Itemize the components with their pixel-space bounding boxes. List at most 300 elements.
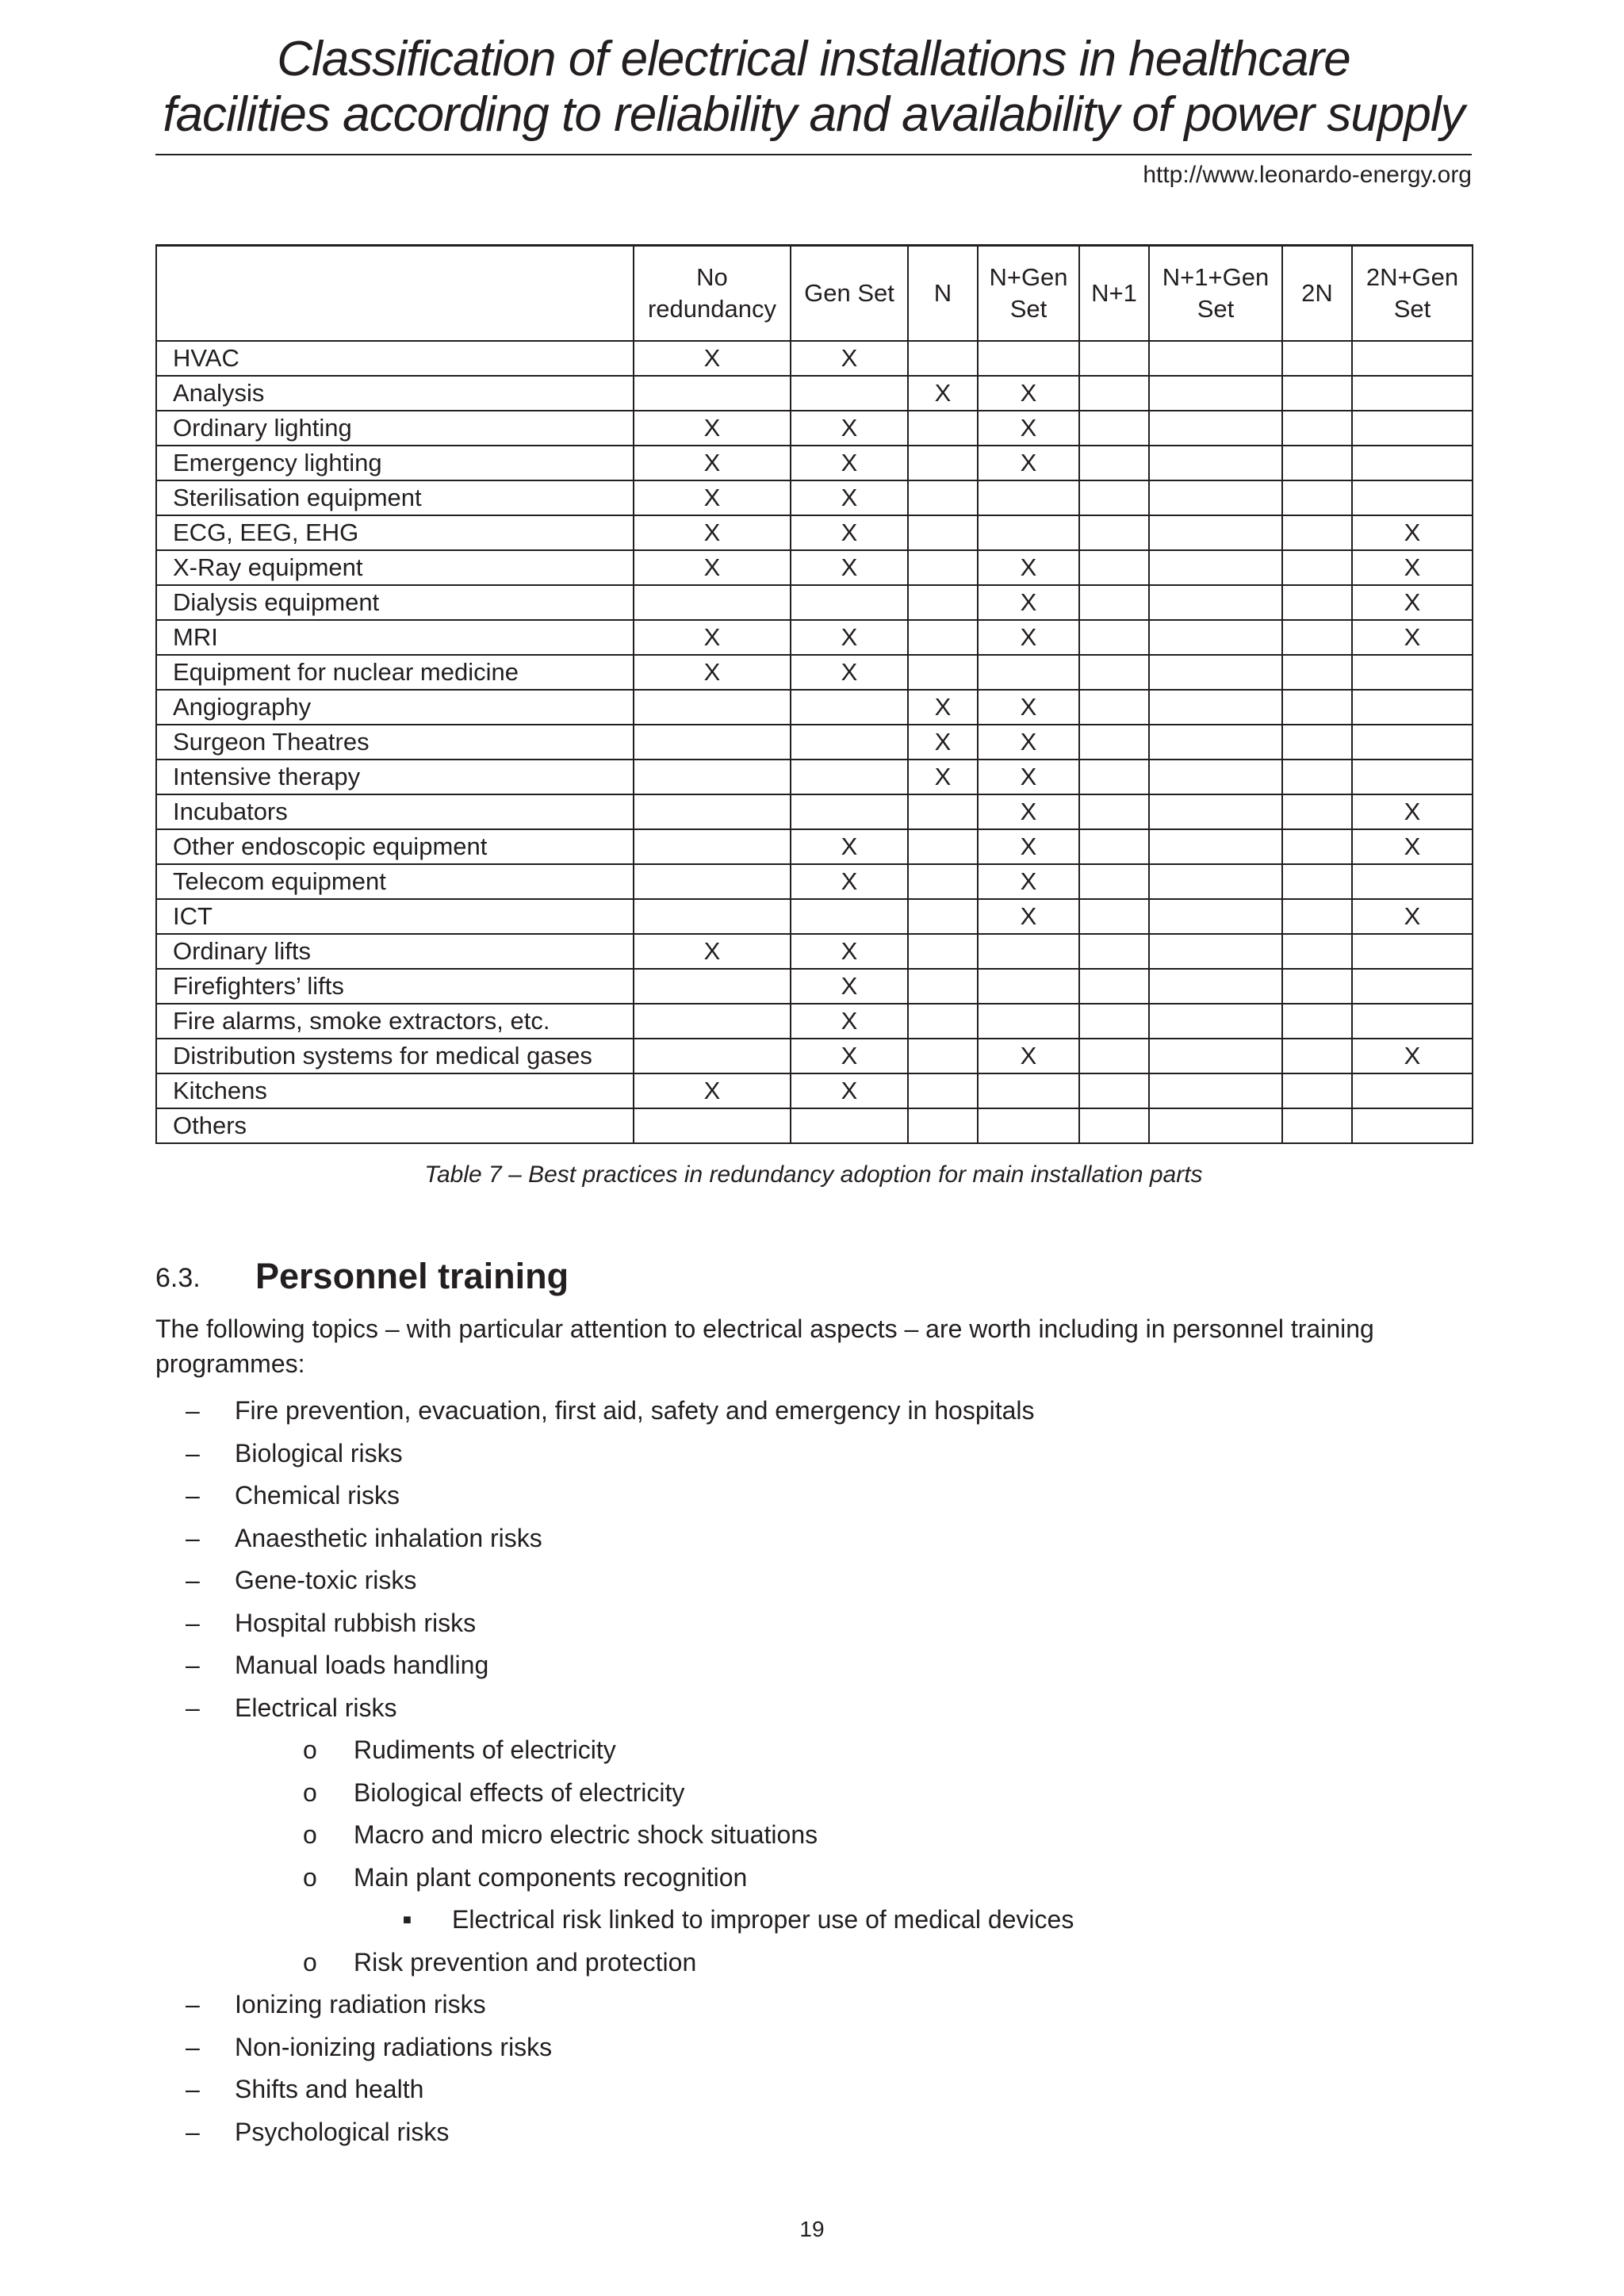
table-cell xyxy=(1079,899,1149,934)
table-cell xyxy=(978,1108,1079,1143)
table-cell: X xyxy=(791,620,908,655)
table-row-label: Incubators xyxy=(156,794,634,829)
table-col-header: No redundancy xyxy=(634,246,791,342)
table-cell xyxy=(791,690,908,725)
table-cell xyxy=(978,934,1079,969)
table-cell: X xyxy=(978,620,1079,655)
section-number: 6.3. xyxy=(155,1263,201,1293)
list-item-text: Psychological risks xyxy=(235,2117,450,2146)
table-cell xyxy=(634,829,791,864)
table-cell xyxy=(791,376,908,411)
table-cell: X xyxy=(978,864,1079,899)
list-item-text: Gene-toxic risks xyxy=(235,1566,417,1594)
redundancy-table xyxy=(155,244,1473,1144)
list-item-text: Chemical risks xyxy=(235,1481,400,1510)
table-cell xyxy=(1079,376,1149,411)
page-number: 19 xyxy=(799,2217,825,2241)
table-row-label: Fire alarms, smoke extractors, etc. xyxy=(156,1004,634,1039)
table-row xyxy=(156,585,1473,620)
table-cell xyxy=(1079,1039,1149,1073)
table-cell xyxy=(634,1004,791,1039)
section-intro: The following topics – with particular attention to electrical aspects – are worth including in personnel training programmes: xyxy=(155,1314,1374,1378)
list-item xyxy=(0,1857,1624,1900)
table-cell xyxy=(1282,1073,1352,1108)
table-row xyxy=(156,411,1473,446)
table-cell xyxy=(978,1073,1079,1108)
table-cell xyxy=(908,1039,978,1073)
table-cell xyxy=(634,1108,791,1143)
table-row xyxy=(156,690,1473,725)
table-row-label: Ordinary lighting xyxy=(156,411,634,446)
table-cell: X xyxy=(908,376,978,411)
table-cell xyxy=(1079,934,1149,969)
table-cell xyxy=(634,794,791,829)
table-cell xyxy=(1079,515,1149,550)
table-cell xyxy=(1282,550,1352,585)
page-title-line-1: Classification of electrical installations in healthcare xyxy=(277,32,1350,86)
table-row xyxy=(156,376,1473,411)
list-item xyxy=(0,1390,1624,1433)
table-cell xyxy=(1149,1108,1282,1143)
table-row-label: Sterilisation equipment xyxy=(156,480,634,515)
table-row xyxy=(156,1073,1473,1108)
table-cell: X xyxy=(791,341,908,376)
table-cell: X xyxy=(634,620,791,655)
table-cell xyxy=(634,864,791,899)
table-cell: X xyxy=(791,446,908,480)
list-bullet: – xyxy=(186,1481,200,1510)
list-item-text: Biological risks xyxy=(235,1438,403,1468)
table-cell xyxy=(1352,934,1473,969)
table-col-header: 2N xyxy=(1282,246,1352,342)
table-cell: X xyxy=(1352,1039,1473,1073)
table-row xyxy=(156,550,1473,585)
table-cell xyxy=(1079,864,1149,899)
table-cell: X xyxy=(791,655,908,690)
training-topics-list xyxy=(0,1390,1624,2153)
table-cell xyxy=(1352,446,1473,480)
table-cell xyxy=(1079,690,1149,725)
table-cell xyxy=(1149,446,1282,480)
table-cell: X xyxy=(791,934,908,969)
table-cell: X xyxy=(791,1073,908,1108)
table-row xyxy=(156,864,1473,899)
page-title xyxy=(155,32,1472,143)
table-cell xyxy=(791,760,908,794)
list-item-text: Ionizing radiation risks xyxy=(235,1990,486,2019)
table-row xyxy=(156,934,1473,969)
table-cell xyxy=(1149,585,1282,620)
table-cell xyxy=(1149,655,1282,690)
table-cell xyxy=(908,899,978,934)
table-cell xyxy=(1352,969,1473,1004)
table-cell: X xyxy=(908,725,978,760)
table-cell: X xyxy=(1352,585,1473,620)
table-cell: X xyxy=(634,515,791,550)
table-cell xyxy=(1149,725,1282,760)
table-row-label: HVAC xyxy=(156,341,634,376)
list-item xyxy=(0,1942,1624,1984)
table-row-label: Surgeon Theatres xyxy=(156,725,634,760)
table-cell xyxy=(1282,411,1352,446)
table-cell: X xyxy=(791,550,908,585)
table-cell xyxy=(1282,690,1352,725)
list-bullet: – xyxy=(186,1608,200,1637)
table-cell xyxy=(1282,620,1352,655)
table-cell: X xyxy=(634,446,791,480)
table-cell xyxy=(1352,655,1473,690)
list-item-text: Macro and micro electric shock situations xyxy=(354,1820,818,1849)
table-cell xyxy=(1282,864,1352,899)
table-row xyxy=(156,1108,1473,1143)
table-row-label: Dialysis equipment xyxy=(156,585,634,620)
table-cell xyxy=(634,376,791,411)
table-cell xyxy=(1149,829,1282,864)
table-cell xyxy=(1352,690,1473,725)
list-item xyxy=(0,2026,1624,2069)
list-item-text: Electrical risks xyxy=(235,1693,397,1722)
header-url: http://www.leonardo-energy.org xyxy=(1143,162,1472,188)
list-bullet: – xyxy=(186,2117,200,2146)
table-row xyxy=(156,794,1473,829)
table-cell xyxy=(1352,480,1473,515)
table-cell: X xyxy=(634,934,791,969)
table-cell: X xyxy=(791,480,908,515)
table-cell xyxy=(1282,585,1352,620)
table-cell xyxy=(908,1108,978,1143)
table-row-label: Intensive therapy xyxy=(156,760,634,794)
table-cell xyxy=(908,934,978,969)
table-cell xyxy=(1079,794,1149,829)
table-cell xyxy=(1149,1004,1282,1039)
table-cell xyxy=(978,655,1079,690)
table-cell xyxy=(908,480,978,515)
table-cell: X xyxy=(1352,515,1473,550)
table-cell xyxy=(1149,341,1282,376)
table-cell: X xyxy=(978,794,1079,829)
list-item xyxy=(0,1475,1624,1517)
table-cell xyxy=(908,585,978,620)
table-cell xyxy=(1149,934,1282,969)
table-col-header: N xyxy=(908,246,978,342)
table-cell xyxy=(978,969,1079,1004)
list-item xyxy=(0,1772,1624,1815)
table-cell: X xyxy=(791,969,908,1004)
table-cell: X xyxy=(978,899,1079,934)
table-col-header: N+1 xyxy=(1079,246,1149,342)
list-item xyxy=(0,1602,1624,1645)
table-cell xyxy=(908,1004,978,1039)
table-row-label: Emergency lighting xyxy=(156,446,634,480)
table-cell xyxy=(1352,725,1473,760)
list-bullet: – xyxy=(186,1990,200,2019)
table-cell xyxy=(978,480,1079,515)
table-cell xyxy=(1352,376,1473,411)
table-cell xyxy=(908,794,978,829)
table-cell: X xyxy=(634,341,791,376)
table-cell: X xyxy=(978,760,1079,794)
list-bullet: – xyxy=(186,1438,200,1468)
table-cell xyxy=(908,411,978,446)
table-cell: X xyxy=(978,829,1079,864)
table-cell: X xyxy=(791,411,908,446)
table-cell xyxy=(1079,1004,1149,1039)
list-bullet: – xyxy=(186,1566,200,1594)
table-cell xyxy=(1352,341,1473,376)
table-cell: X xyxy=(978,550,1079,585)
table-row xyxy=(156,341,1473,376)
table-cell xyxy=(1282,725,1352,760)
table-cell xyxy=(1352,411,1473,446)
table-cell xyxy=(1282,829,1352,864)
table-cell xyxy=(1149,1073,1282,1108)
table-cell: X xyxy=(1352,899,1473,934)
list-bullet: – xyxy=(186,1523,200,1552)
table-cell xyxy=(1352,864,1473,899)
table-cell xyxy=(791,585,908,620)
table-cell xyxy=(1149,864,1282,899)
list-item-text: Shifts and health xyxy=(235,2075,424,2103)
table-cell xyxy=(1282,446,1352,480)
table-cell xyxy=(1079,411,1149,446)
list-item-text: Manual loads handling xyxy=(235,1651,489,1679)
table-cell xyxy=(1079,480,1149,515)
table-row-label: Kitchens xyxy=(156,1073,634,1108)
table-row-label: ECG, EEG, EHG xyxy=(156,515,634,550)
table-row xyxy=(156,446,1473,480)
table-cell xyxy=(978,515,1079,550)
table-col-header: N+Gen Set xyxy=(978,246,1079,342)
table-cell xyxy=(634,725,791,760)
table-cell xyxy=(1352,1108,1473,1143)
table-cell xyxy=(908,969,978,1004)
table-cell: X xyxy=(634,655,791,690)
table-cell xyxy=(1282,1004,1352,1039)
table-col-header: 2N+Gen Set xyxy=(1352,246,1473,342)
list-bullet: o xyxy=(303,1735,317,1764)
table-cell: X xyxy=(791,864,908,899)
list-bullet: o xyxy=(303,1947,317,1976)
table-cell xyxy=(1282,934,1352,969)
table-cell: X xyxy=(634,550,791,585)
table-row-label: Distribution systems for medical gases xyxy=(156,1039,634,1073)
table-cell xyxy=(1282,655,1352,690)
table-cell xyxy=(634,585,791,620)
table-col-header: N+1+Gen Set xyxy=(1149,246,1282,342)
table-cell xyxy=(908,341,978,376)
table-row-label: Other endoscopic equipment xyxy=(156,829,634,864)
title-divider xyxy=(155,154,1472,155)
list-item xyxy=(0,1899,1624,1942)
table-cell xyxy=(908,446,978,480)
list-bullet: o xyxy=(303,1862,317,1892)
table-cell xyxy=(908,515,978,550)
list-item-text: Anaesthetic inhalation risks xyxy=(235,1523,542,1552)
table-cell xyxy=(1282,341,1352,376)
table-row xyxy=(156,899,1473,934)
table-cell xyxy=(634,760,791,794)
table-cell: X xyxy=(978,376,1079,411)
list-item xyxy=(0,2068,1624,2111)
table-cell: X xyxy=(978,725,1079,760)
table-cell xyxy=(908,1073,978,1108)
table-caption: Table 7 – Best practices in redundancy adoption for main installation parts xyxy=(424,1161,1203,1188)
table-cell: X xyxy=(1352,620,1473,655)
table-row-label: Others xyxy=(156,1108,634,1143)
list-item-text: Rudiments of electricity xyxy=(354,1735,616,1764)
table-cell xyxy=(1149,550,1282,585)
list-item-text: Main plant components recognition xyxy=(354,1862,748,1892)
table-row xyxy=(156,515,1473,550)
table-header-row xyxy=(156,246,1473,342)
list-bullet: – xyxy=(186,1396,200,1425)
list-item xyxy=(0,1814,1624,1857)
table-cell xyxy=(1352,1004,1473,1039)
table-row xyxy=(156,725,1473,760)
table-row xyxy=(156,829,1473,864)
table-body xyxy=(156,341,1473,1143)
table-row xyxy=(156,760,1473,794)
list-item xyxy=(0,1729,1624,1772)
table-row-label: Telecom equipment xyxy=(156,864,634,899)
table-cell xyxy=(1079,829,1149,864)
table-cell: X xyxy=(978,1039,1079,1073)
table-cell xyxy=(791,1108,908,1143)
page-title-line-2: facilities according to reliability and availability of power supply xyxy=(163,87,1465,142)
list-item xyxy=(0,1559,1624,1602)
table-cell xyxy=(1079,341,1149,376)
table-row xyxy=(156,1039,1473,1073)
table-cell xyxy=(1079,969,1149,1004)
table-row-label: Angiography xyxy=(156,690,634,725)
table-row-label: X-Ray equipment xyxy=(156,550,634,585)
table-cell xyxy=(1079,620,1149,655)
table-cell: X xyxy=(908,690,978,725)
table-cell xyxy=(978,341,1079,376)
list-item-text: Hospital rubbish risks xyxy=(235,1608,477,1637)
table-cell xyxy=(908,864,978,899)
table-cell xyxy=(1149,480,1282,515)
list-item-text: Electrical risk linked to improper use of medical devices xyxy=(452,1905,1074,1934)
table-cell xyxy=(1149,1039,1282,1073)
table-cell: X xyxy=(634,1073,791,1108)
table-cell: X xyxy=(791,829,908,864)
table-cell xyxy=(1149,969,1282,1004)
table-cell xyxy=(1282,376,1352,411)
table-cell: X xyxy=(978,446,1079,480)
table-cell: X xyxy=(978,411,1079,446)
table-cell xyxy=(1149,794,1282,829)
table-row-label: ICT xyxy=(156,899,634,934)
table-cell xyxy=(1079,760,1149,794)
list-item-text: Risk prevention and protection xyxy=(354,1947,697,1976)
table-cell: X xyxy=(978,690,1079,725)
table-cell xyxy=(1149,515,1282,550)
table-cell xyxy=(1282,1039,1352,1073)
table-cell: X xyxy=(1352,550,1473,585)
table-cell xyxy=(791,899,908,934)
table-cell: X xyxy=(791,1039,908,1073)
list-item-text: Biological effects of electricity xyxy=(354,1777,685,1807)
list-item xyxy=(0,1687,1624,1730)
table-cell xyxy=(634,1039,791,1073)
table-row xyxy=(156,480,1473,515)
list-bullet: o xyxy=(303,1820,317,1849)
list-bullet: – xyxy=(186,1651,200,1679)
table-cell xyxy=(1079,585,1149,620)
table-cell: X xyxy=(1352,794,1473,829)
table-cell xyxy=(1079,725,1149,760)
table-cell xyxy=(1079,446,1149,480)
list-bullet: – xyxy=(186,1693,200,1722)
table-cell xyxy=(908,829,978,864)
table-cell: X xyxy=(978,585,1079,620)
table-row-label: Analysis xyxy=(156,376,634,411)
table-row xyxy=(156,655,1473,690)
table-row-label: Ordinary lifts xyxy=(156,934,634,969)
table-cell: X xyxy=(791,515,908,550)
table-cell xyxy=(1149,899,1282,934)
list-item xyxy=(0,1517,1624,1560)
table-cell: X xyxy=(634,480,791,515)
table-row-label: MRI xyxy=(156,620,634,655)
table-cell: X xyxy=(791,1004,908,1039)
table-cell: X xyxy=(1352,829,1473,864)
table-cell xyxy=(1282,969,1352,1004)
table-cell xyxy=(1149,620,1282,655)
table-cell xyxy=(1282,794,1352,829)
list-item xyxy=(0,1433,1624,1475)
table-cell xyxy=(1282,760,1352,794)
list-bullet: – xyxy=(186,2032,200,2061)
table-cell xyxy=(1149,411,1282,446)
table-cell: X xyxy=(908,760,978,794)
table-cell xyxy=(1149,760,1282,794)
table-cell xyxy=(1079,550,1149,585)
table-row xyxy=(156,620,1473,655)
list-item xyxy=(0,1644,1624,1687)
list-bullet: ■ xyxy=(403,1911,412,1927)
table-cell xyxy=(908,620,978,655)
table-row-label: Equipment for nuclear medicine xyxy=(156,655,634,690)
section-title: Personnel training xyxy=(255,1256,569,1296)
table-cell xyxy=(1149,376,1282,411)
table-cell xyxy=(1282,480,1352,515)
table-cell xyxy=(634,690,791,725)
table-cell xyxy=(1079,1073,1149,1108)
table-row xyxy=(156,969,1473,1004)
list-item-text: Fire prevention, evacuation, first aid, safety and emergency in hospitals xyxy=(235,1396,1035,1425)
table-cell xyxy=(791,794,908,829)
table-row-label: Firefighters’ lifts xyxy=(156,969,634,1004)
table-header-corner xyxy=(156,246,634,342)
table-cell xyxy=(1079,1108,1149,1143)
list-item xyxy=(0,1984,1624,2026)
table-cell: X xyxy=(634,411,791,446)
table-cell xyxy=(1149,690,1282,725)
table-cell xyxy=(791,725,908,760)
table-cell xyxy=(1352,760,1473,794)
table-cell xyxy=(908,655,978,690)
table-col-header: Gen Set xyxy=(791,246,908,342)
list-bullet: – xyxy=(186,2075,200,2103)
list-bullet: o xyxy=(303,1777,317,1807)
table-cell xyxy=(634,969,791,1004)
table-cell xyxy=(908,550,978,585)
table-cell xyxy=(634,899,791,934)
table-cell xyxy=(1079,655,1149,690)
table-cell xyxy=(1282,899,1352,934)
